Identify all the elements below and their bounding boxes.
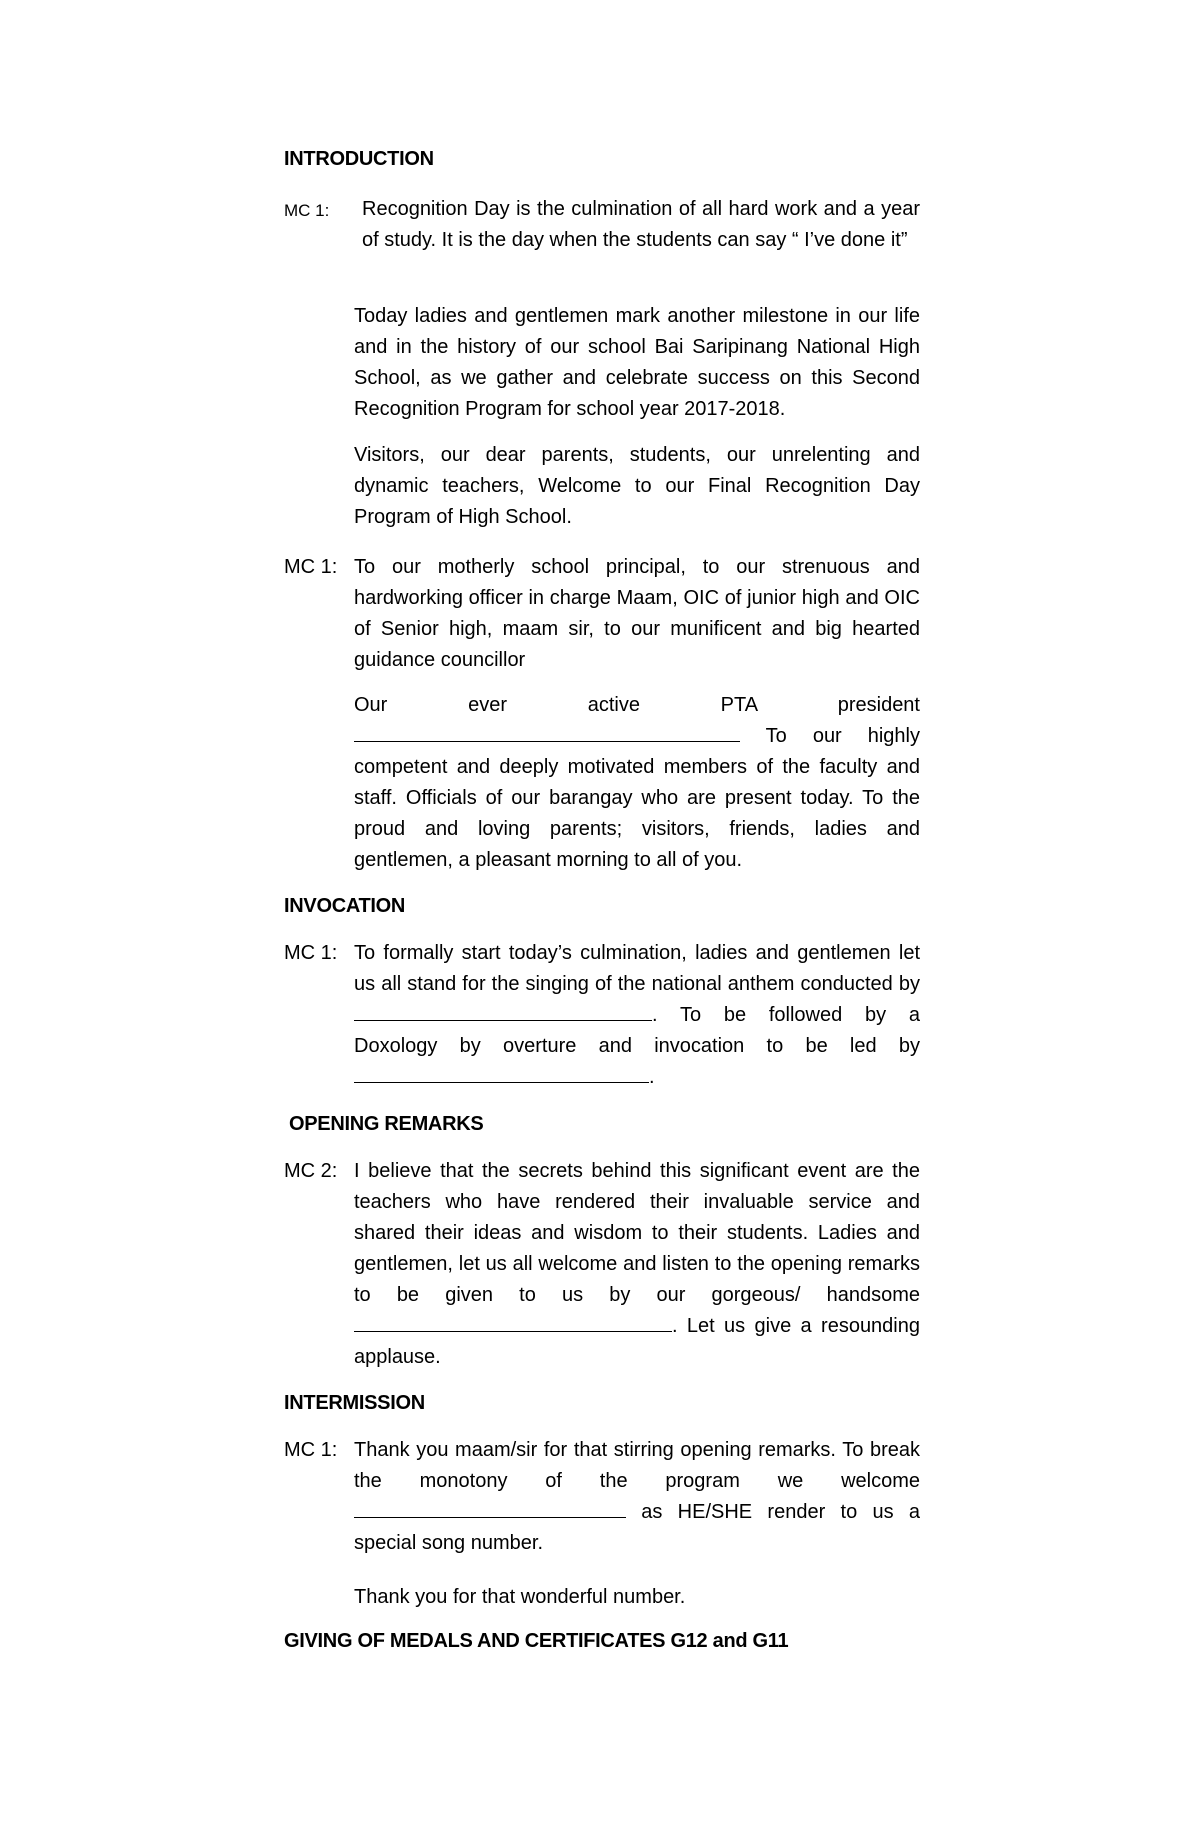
intermission-paragraph [354, 1435, 920, 1559]
opening-remarks-heading: OPENING REMARKS [289, 1113, 484, 1135]
invocation-paragraph [354, 938, 920, 1093]
faculty-text: To our highly competent and deeply motivated members of the faculty and staff. Officials of our barangay who are present today. To the proud and loving parents; visitors, friends, ladies and gentlemen, a pleasant morning to all of you. [354, 725, 920, 871]
intro-paragraph-3: Visitors, our dear parents, students, our unrelenting and dynamic teachers, Welcome to our Final Recognition Day Program of High School. [354, 444, 920, 528]
mc-label: MC 1: [284, 1439, 338, 1461]
intro-paragraph-1: Recognition Day is the culmination of all hard work and a year of study. It is the day when the students can say “ I’ve done it” [362, 198, 920, 251]
mc-label: MC 2: [284, 1160, 338, 1182]
intermission-text-b: as HE/SHE render to us a special song number. [354, 1501, 920, 1554]
opening-remarks-text-b: . Let us give a resounding applause. [354, 1315, 920, 1368]
invocation-leader-blank [354, 1064, 649, 1083]
intro-paragraph-2: Today ladies and gentlemen mark another milestone in our life and in the history of our school Bai Saripinang National High School, as we gather and celebrate success on this Second Recognition Program for school year 2017-2018. [354, 305, 920, 420]
intro-paragraph-5-cont [354, 721, 920, 876]
opening-remarks-paragraph [354, 1156, 920, 1373]
opening-remarks-text-a: I believe that the secrets behind this significant event are the teachers who have rendered their invaluable service and shared their ideas and wisdom to their students. Ladies and gentlemen, let us all welcome and listen to the opening remarks to be given to us by our gorgeous/ handsome [354, 1160, 920, 1306]
introduction-heading: INTRODUCTION [284, 148, 434, 170]
intro-paragraph-5 [354, 690, 920, 721]
intro-paragraph-4: To our motherly school principal, to our strenuous and hardworking officer in charge Maam, OIC of junior high and OIC of Senior high, maam sir, to our munificent and big hearted guidance councillor [354, 556, 920, 671]
invocation-text-a: To formally start today’s culmination, ladies and gentlemen let us all stand for the singing of the national anthem conducted by [354, 942, 920, 995]
invocation-heading: INVOCATION [284, 895, 406, 917]
mc-label: MC 1: [284, 556, 338, 578]
invocation-text-c: . [649, 1066, 655, 1088]
thank-you-line: Thank you for that wonderful number. [354, 1586, 686, 1608]
pta-president-blank [354, 723, 740, 742]
mc-label: MC 1: [284, 201, 330, 220]
conductor-blank [354, 1002, 652, 1021]
mc-label: MC 1: [284, 942, 338, 964]
speaker-name-blank [354, 1313, 672, 1332]
intermission-heading: INTERMISSION [284, 1392, 425, 1414]
pta-text: Our ever active PTA president [354, 694, 920, 716]
performer-blank [354, 1499, 626, 1518]
intermission-text-a: Thank you maam/sir for that stirring opening remarks. To break the monotony of the program we welcome [354, 1439, 920, 1492]
medals-heading: GIVING OF MEDALS AND CERTIFICATES G12 and G11 [284, 1630, 789, 1652]
invocation-text-b: . To be followed by a Doxology by overture and invocation to be led by [354, 1004, 920, 1057]
